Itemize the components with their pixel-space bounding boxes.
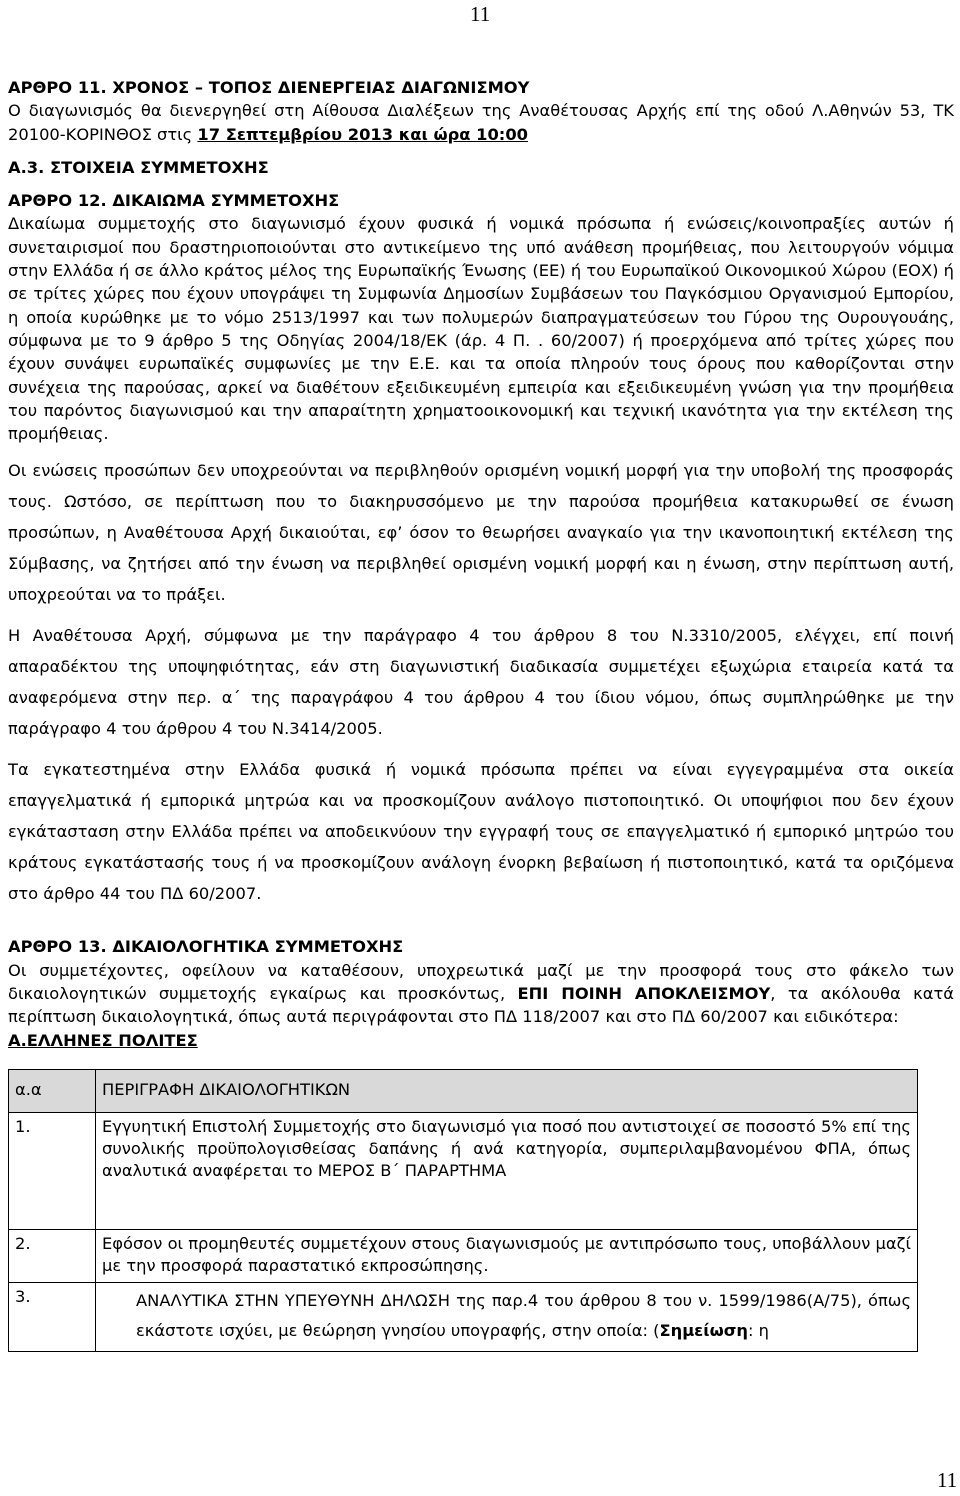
header-number: α.α [9, 1069, 96, 1112]
document-body [8, 76, 954, 1352]
row-number: 3. [9, 1282, 96, 1351]
penalty-notice: ΕΠΙ ΠΟΙΝΗ ΑΠΟΚΛΕΙΣΜΟΥ [517, 984, 771, 1004]
page-number-bottom: 11 [937, 1468, 958, 1492]
table-row [9, 1282, 918, 1351]
documents-table [8, 1069, 918, 1352]
article-12-paragraph-4: Τα εγκατεστημένα στην Ελλάδα φυσικά ή νομικά πρόσωπα πρέπει να είναι εγγεγραμμένα στα οικεία επαγγελματικά ή εμπορικά μητρώα και να προσκομίζουν ανάλογο πιστοποιητικό. Οι υποψήφιοι που δεν έχουν εγκάτασταση στην Ελλάδα πρέπει να αποδεικνύουν την εγγραφή τους σε επαγγελματικό ή εμπορικό μητρώο του κράτους εγκατάστασής τους ή να προσκομίζουν ανάλογη ένορκη βεβαίωση ή πιστοποιητικό, κατά τα οριζόμενα στο άρθρο 44 του ΠΔ 60/2007. [8, 760, 954, 904]
greek-citizens-heading: Α.ΕΛΛΗΝΕΣ ΠΟΛΙΤΕΣ [8, 1030, 198, 1050]
article-13-text: Οι συμμετέχοντες, οφείλουν να καταθέσουν, υποχρεωτικά μαζί με την προσφορά τους στο φάκελο των δικαιολογητικών συμμετοχής εγκαίρως και προσκόντως, ΕΠΙ ΠΟΙΝΗ ΑΠΟΚΛΕΙΣΜΟΥ, τα ακόλουθα κατά περίπτωση δικαιολογητικά, όπως αυτά περιγράφονται στο ΠΔ 118/2007 και στο ΠΔ 60/2007 και ειδικότερα: [8, 960, 954, 1027]
row-text: Εφόσον οι προμηθευτές συμμετέχουν στους διαγωνισμούς με αντιπρόσωπο τους, υποβάλλουν μαζί με την προσφορά παραστατικό εκπροσώπησης. [96, 1229, 918, 1282]
row-text: ΑΝΑΛΥΤΙΚΑ ΣΤΗΝ ΥΠΕΥΘΥΝΗ ΔΗΛΩΣΗ της παρ.4 του άρθρου 8 του ν. 1599/1986(Α/75), όπως εκάστοτε ισχύει, με θεώρηση γνησίου υπογραφής, στην οποία: (Σημείωση: η [96, 1282, 918, 1351]
table-header-row [9, 1069, 918, 1112]
article-12-title: ΑΡΘΡΟ 12. ΔΙΚΑΙΩΜΑ ΣΥΜΜΕΤΟΧΗΣ [8, 191, 340, 211]
article-12-paragraph-1: Δικαίωμα συμμετοχής στο διαγωνισμό έχουν φυσικά ή νομικά πρόσωπα ή ενώσεις/κοινοπραξίες αυτών ή συνεταιρισμοί που δραστηριοποιούνται στο αντικείμενο της υπό ανάθεση προμήθειας, που λειτουργούν νόμιμα στην Ελλάδα ή σε άλλο κράτος μέλος της Ευρωπαϊκής Ένωσης (ΕΕ) ή του Ευρωπαϊκού Οικονομικού Χώρου (ΕΟΧ) ή σε τρίτες χώρες που έχουν υπογράψει τη Συμφωνία Δημοσίων Συμβάσεων του Παγκόσμιου Οργανισμού Εμπορίου, η οποία κυρώθηκε με το νόμο 2513/1997 και των πολυμερών διαπραγματεύσεων του Γύρου της Ουρουγουάης, σύμφωνα με το 9 άρθρο 5 της Οδηγίας 2004/18/ΕΚ (άρ. 4 Π. . 60/2007) ή προερχόμενα από τρίτες χώρες που έχουν συνάψει ευρωπαϊκές συμφωνίες με την Ε.Ε. και τα οποία πληρούν τους όρους που καθορίζονται στην συνέχεια της παρούσας, αρκεί να διαθέτουν εξειδικευμένη εμπειρία και εξειδικευμένη γνώση για την προμήθεια του παρόντος διαγωνισμού και την απαραίτητη χρηματοοικονομική και τεχνική ικανότητα για την εκτέλεση της προμήθειας. [8, 214, 954, 444]
header-description: ΠΕΡΙΓΡΑΦΗ ΔΙΚΑΙΟΛΟΓΗΤΙΚΩΝ [96, 1069, 918, 1112]
row-number: 2. [9, 1229, 96, 1282]
table-row [9, 1112, 918, 1229]
article-13-title: ΑΡΘΡΟ 13. ΔΙΚΑΙΟΛΟΓΗΤΙΚΑ ΣΥΜΜΕΤΟΧΗΣ [8, 937, 404, 957]
row-number: 1. [9, 1112, 96, 1229]
table-row [9, 1229, 918, 1282]
article-11-title: ΑΡΘΡΟ 11. ΧΡΟΝΟΣ – ΤΟΠΟΣ ΔΙΕΝΕΡΓΕΙΑΣ ΔΙΑΓΩΝΙΣΜΟΥ [8, 78, 530, 97]
section-a3-heading: Α.3. ΣΤΟΙΧΕΙΑ ΣΥΜΜΕΤΟΧΗΣ [8, 157, 269, 177]
article-12-paragraph-2: Οι ενώσεις προσώπων δεν υποχρεούνται να περιβληθούν ορισμένη νομική μορφή για την υποβολή της προσφοράς τους. Ωστόσο, σε περίπτωση που το διακηρυσσόμενο με την παρούσα προμήθεια κατακυρωθεί σε ένωση προσώπων, η Αναθέτουσα Αρχή δικαιούται, εφ’ όσον το θεωρήσει αναγκαίο για την ικανοποιητική εκτέλεση της Σύμβασης, να ζητήσει από την ένωση να περιβληθεί ορισμένη νομική μορφή και η ένωση, στην περίπτωση αυτή, υποχρεούται να το πράξει. [8, 461, 954, 605]
date-time: 17 Σεπτεμβρίου 2013 και ώρα 10:00 [197, 124, 528, 144]
article-11-text: Ο διαγωνισμός θα διενεργηθεί στη Αίθουσα Διαλέξεων της Αναθέτουσας Αρχής επί της οδού Λ.Αθηνών 53, ΤΚ 20100-ΚΟΡΙΝΘΟΣ στις 17 Σεπτεμβρίου 2013 και ώρα 10:00 [8, 101, 954, 144]
article-12-paragraph-3: Η Αναθέτουσα Αρχή, σύμφωνα με την παράγραφο 4 του άρθρου 8 του Ν.3310/2005, ελέγχει, επί ποινή απαραδέκτου της υποψηφιότητας, εάν στη διαγωνιστική διαδικασία συμμετέχει εξωχώρια εταιρεία κατά τα αναφερόμενα στην περ. α΄ της παραγράφου 4 του άρθρου 4 του ίδιου νόμου, όπως συμπληρώθηκε με την παράγραφο 4 του άρθρου 4 του Ν.3414/2005. [8, 626, 954, 739]
row-text: Εγγυητική Επιστολή Συμμετοχής στο διαγωνισμό για ποσό που αντιστοιχεί σε ποσοστό 5% επί της συνολικής προϋπολογισθείσας δαπάνης ή ανά κατηγορία, συμπεριλαμβανομένου ΦΠΑ, όπως αναλυτικά αναφέρεται το ΜΕΡΟΣ Β΄ ΠΑΡΑΡΤΗΜΑ [96, 1112, 918, 1229]
page-number-top: 11 [470, 2, 491, 26]
